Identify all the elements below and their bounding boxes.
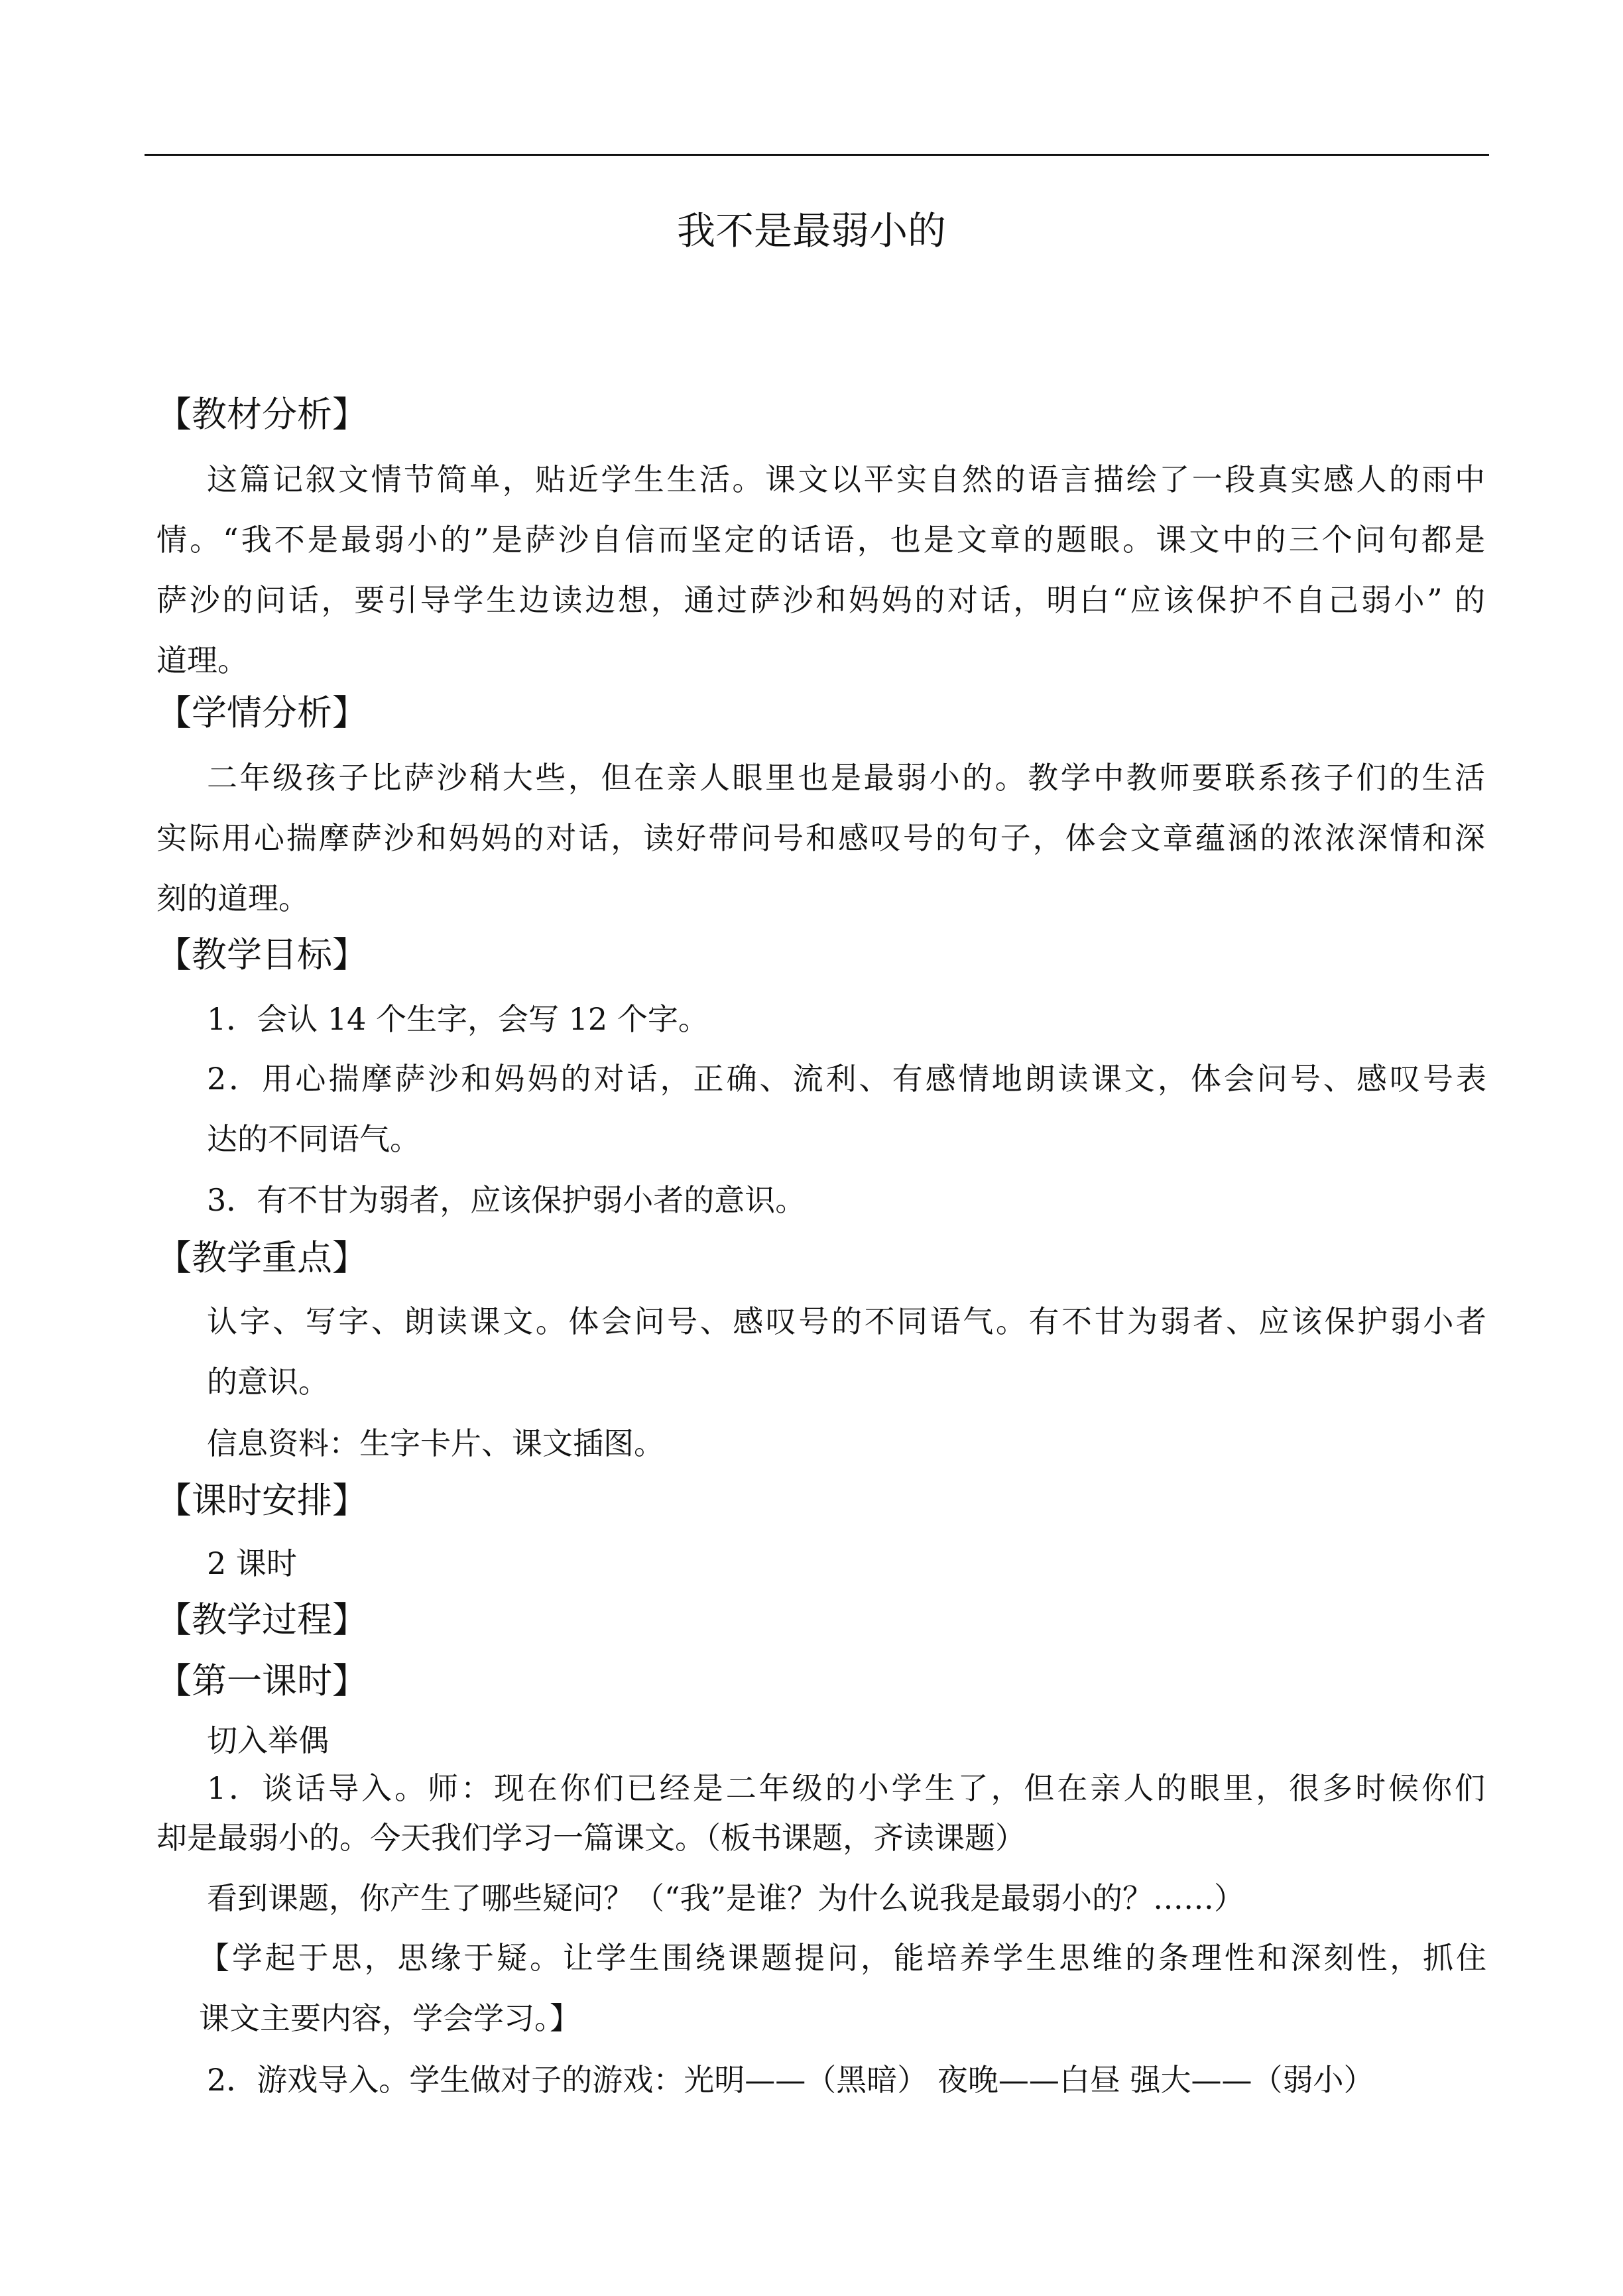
paragraph-line: 道理。 [156,642,248,678]
lesson-step-2: 2．游戏导入。学生做对子的游戏：光明——（黑暗） 夜晚——白昼 强大——（弱小） [207,2062,1374,2098]
paragraph-line: 这篇记叙文情节简单，贴近学生生活。课文以平实自然的语言描绘了一段真实感人的雨中 [207,461,1485,497]
question-line: 看到课题，你产生了哪些疑问？（“我”是谁？为什么说我是最弱小的？……） [207,1880,1245,1916]
heading-first-lesson: 【第一课时】 [156,1661,367,1701]
goal-item-2 [207,1049,1486,1170]
header-rule [145,154,1489,156]
lesson-step-1 [156,1764,1485,1863]
paragraph-line: 2．用心揣摩萨沙和妈妈的对话，正确、流利、有感情地朗读课文，体会问号、感叹号表 [207,1061,1486,1097]
paragraph-line: 刻的道理。 [156,880,309,916]
material-analysis-paragraph [156,450,1485,691]
heading-teaching-process: 【教学过程】 [156,1600,367,1640]
paragraph-line: 二年级孩子比萨沙稍大些，但在亲人眼里也是最弱小的。教学中教师要联系孩子们的生活 [207,760,1485,796]
paragraph-line: 认字、写字、朗读课文。体会问号、感叹号的不同语气。有不甘为弱者、应该保护弱小者 [207,1303,1486,1339]
paragraph-line: 课文主要内容，学会学习。】 [199,2000,580,2036]
heading-schedule: 【课时安排】 [156,1480,367,1521]
page-title: 我不是最弱小的 [676,208,946,253]
heading-teaching-goals: 【教学目标】 [156,935,367,975]
paragraph-line: 1．谈话导入。师：现在你们已经是二年级的小学生了，但在亲人的眼里，很多时候你们 [207,1770,1485,1806]
schedule-value: 2 课时 [207,1545,297,1581]
goal-item-1: 1．会认 14 个生字，会写 12 个字。 [207,1001,709,1037]
goal-item-3: 3．有不甘为弱者，应该保护弱小者的意识。 [207,1182,806,1218]
paragraph-line: 情。“我不是最弱小的”是萨沙自信而坚定的话语，也是文章的题眼。课文中的三个问句都是 [156,522,1485,558]
teaching-focus-paragraph [207,1292,1486,1412]
paragraph-line: 达的不同语气。 [207,1121,420,1157]
paragraph-line: 【学起于思，思缘于疑。让学生围绕课题提问，能培养学生思维的条理性和深刻性，抓住 [199,1940,1486,1976]
heading-material-analysis: 【教材分析】 [156,394,367,435]
paragraph-line: 却是最弱小的。今天我们学习一篇课文。（板书课题，齐读课题） [156,1820,1026,1856]
heading-learner-analysis: 【学情分析】 [156,693,367,733]
paragraph-line: 萨沙的问话，要引导学生边读边想，通过萨沙和妈妈的对话，明白“应该保护不自己弱小” 的 [156,582,1485,618]
intro-label: 切入举偶 [207,1722,329,1758]
paragraph-line: 实际用心揣摩萨沙和妈妈的对话，读好带问号和感叹号的句子，体会文章蕴涵的浓浓深情和深 [156,820,1485,856]
heading-teaching-focus: 【教学重点】 [156,1238,367,1278]
paragraph-line: 的意识。 [207,1364,329,1400]
teaching-note [199,1928,1486,2049]
learner-analysis-paragraph [156,748,1485,929]
resources-line: 信息资料：生字卡片、课文插图。 [207,1425,664,1461]
